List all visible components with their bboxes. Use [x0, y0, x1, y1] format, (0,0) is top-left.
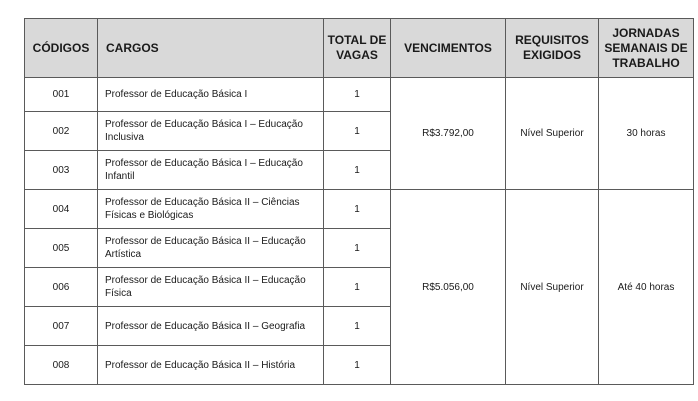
- cell-cargo: Professor de Educação Básica II – História: [98, 346, 324, 385]
- table-row: [25, 78, 694, 112]
- cell-codigo: 002: [25, 112, 98, 151]
- cell-codigo: 004: [25, 190, 98, 229]
- cell-codigo: 003: [25, 151, 98, 190]
- header-vencimentos: VENCIMENTOS: [391, 19, 506, 78]
- cell-vagas: 1: [324, 346, 391, 385]
- positions-table-container: [24, 18, 694, 385]
- cell-vencimento-group-2: R$5.056,00: [391, 190, 506, 385]
- cell-requisito-group-2: Nível Superior: [506, 190, 599, 385]
- table-row: [25, 190, 694, 229]
- table-header-row: [25, 19, 694, 78]
- cell-codigo: 006: [25, 268, 98, 307]
- cell-requisito-group-1: Nível Superior: [506, 78, 599, 190]
- cell-codigo: 007: [25, 307, 98, 346]
- cell-cargo: Professor de Educação Básica II – Ciências Físicas e Biológicas: [98, 190, 324, 229]
- positions-table: [24, 18, 694, 385]
- cell-codigo: 008: [25, 346, 98, 385]
- cell-jornada-group-2: Até 40 horas: [599, 190, 694, 385]
- header-total-vagas: TOTAL DE VAGAS: [324, 19, 391, 78]
- cell-vagas: 1: [324, 78, 391, 112]
- header-requisitos: REQUISITOS EXIGIDOS: [506, 19, 599, 78]
- cell-codigo: 001: [25, 78, 98, 112]
- cell-jornada-group-1: 30 horas: [599, 78, 694, 190]
- cell-cargo: Professor de Educação Básica II – Educação Artística: [98, 229, 324, 268]
- cell-cargo: Professor de Educação Básica II – Geografia: [98, 307, 324, 346]
- cell-cargo: Professor de Educação Básica II – Educação Física: [98, 268, 324, 307]
- cell-cargo: Professor de Educação Básica I – Educação Infantil: [98, 151, 324, 190]
- cell-vagas: 1: [324, 151, 391, 190]
- cell-vagas: 1: [324, 229, 391, 268]
- header-cargos: CARGOS: [98, 19, 324, 78]
- cell-vagas: 1: [324, 190, 391, 229]
- header-jornadas: JORNADAS SEMANAIS DE TRABALHO: [599, 19, 694, 78]
- cell-cargo: Professor de Educação Básica I – Educação Inclusiva: [98, 112, 324, 151]
- cell-vagas: 1: [324, 307, 391, 346]
- cell-vagas: 1: [324, 268, 391, 307]
- cell-vagas: 1: [324, 112, 391, 151]
- cell-codigo: 005: [25, 229, 98, 268]
- cell-vencimento-group-1: R$3.792,00: [391, 78, 506, 190]
- header-codigos: CÓDIGOS: [25, 19, 98, 78]
- cell-cargo: Professor de Educação Básica I: [98, 78, 324, 112]
